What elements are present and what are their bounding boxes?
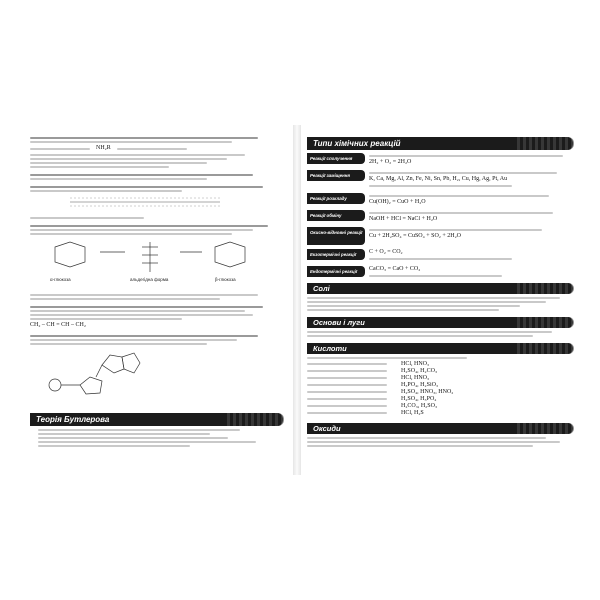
reaction-formula: C + O₂ = CO₂ — [369, 249, 403, 255]
acid-formula: H₂SO₄, HNO₃, HNO₂ — [401, 389, 454, 395]
reaction-label: Реакції заміщення — [307, 170, 365, 181]
oxides-header-text: Оксиди — [313, 424, 341, 433]
acid-formula: HCl, HNO₃ — [401, 361, 430, 367]
reaction-formula: K, Ca, Mg, Al, Zn, Fe, Ni, Sn, Pb, H₂, Cu, Hg, Ag, Pt, Au — [369, 176, 508, 182]
butlerov-header — [30, 413, 283, 426]
reaction-row — [307, 210, 573, 223]
reaction-formula: 2H₂ + O₂ = 2H₂O — [369, 159, 412, 165]
glucose-forms-figure — [30, 237, 280, 287]
polymer-formula: CH₂ – CH = CH – CH₂ — [30, 322, 86, 328]
bases-header-text: Основи і луги — [313, 318, 365, 327]
acid-formula: HCl, HNO₃ — [401, 375, 430, 381]
left-page — [20, 125, 293, 475]
reaction-row — [307, 266, 573, 279]
nucleotide-figure — [30, 347, 170, 402]
nucleic-acids-section — [30, 335, 283, 407]
butlerov-header-text: Теорія Бутлерова — [36, 415, 110, 424]
salts-section — [307, 297, 573, 311]
reaction-row — [307, 227, 573, 245]
acids-header — [307, 343, 573, 354]
acid-formula: H₂SO₄, H₂CO₃ — [401, 368, 438, 374]
acid-formula: H₂CO₃, H₂SO₃ — [401, 403, 438, 409]
reaction-formula: Cu + 2H₂SO₄ = CuSO₄ + SO₂ + 2H₂O — [369, 233, 462, 239]
right-page — [301, 125, 581, 475]
reaction-formula: NaOH + HCl = NaCl + H₂O — [369, 216, 438, 222]
reaction-label: Екзотермічні реакції — [307, 249, 365, 260]
acids-header-text: Кислоти — [313, 344, 347, 353]
acid-formula: H₃PO₄, H₂SiO₃ — [401, 382, 439, 388]
reaction-types-header — [307, 137, 573, 150]
reaction-label: Реакції сполучення — [307, 153, 365, 164]
amine-formula: NH₂R — [96, 145, 111, 151]
bases-section — [307, 331, 573, 337]
polymers-section — [30, 306, 283, 329]
amino-acids-section — [30, 174, 283, 180]
reaction-formula: CaCO₃ = CaO + CO₂ — [369, 266, 421, 272]
reaction-label: Окисно-відновні реакції — [307, 227, 365, 245]
reaction-label: Реакції обміну — [307, 210, 365, 221]
reaction-label: Ендотермічні реакції — [307, 266, 365, 277]
oxides-header — [307, 423, 573, 434]
carbohydrates-section — [30, 225, 283, 300]
bases-header — [307, 317, 573, 328]
alpha-glucose-label: α-глюкоза — [50, 277, 71, 282]
reaction-types-header-text: Типи хімічних реакцій — [313, 139, 401, 148]
reaction-row — [307, 193, 573, 206]
proteins-section — [30, 186, 283, 219]
beta-glucose-label: β-глюкоза — [215, 277, 236, 282]
amines-section — [30, 137, 283, 168]
book-spine — [293, 125, 301, 475]
reaction-row — [307, 153, 573, 166]
peptide-chain-figure — [30, 194, 230, 210]
reaction-row — [307, 170, 573, 189]
acid-formula: H₂SO₄, H₃PO₄ — [401, 396, 437, 402]
reaction-row — [307, 249, 573, 262]
acids-section — [307, 357, 573, 417]
acid-formula: HCl, H₂S — [401, 410, 424, 416]
butlerov-list — [30, 429, 283, 447]
oxides-section — [307, 437, 573, 447]
reaction-formula: Cu(OH)₂ = CuO + H₂O — [369, 199, 426, 205]
aldehyde-form-label: альдегідна форма — [130, 277, 169, 282]
salts-header — [307, 283, 573, 294]
salts-header-text: Солі — [313, 284, 330, 293]
reaction-label: Реакції розкладу — [307, 193, 365, 204]
